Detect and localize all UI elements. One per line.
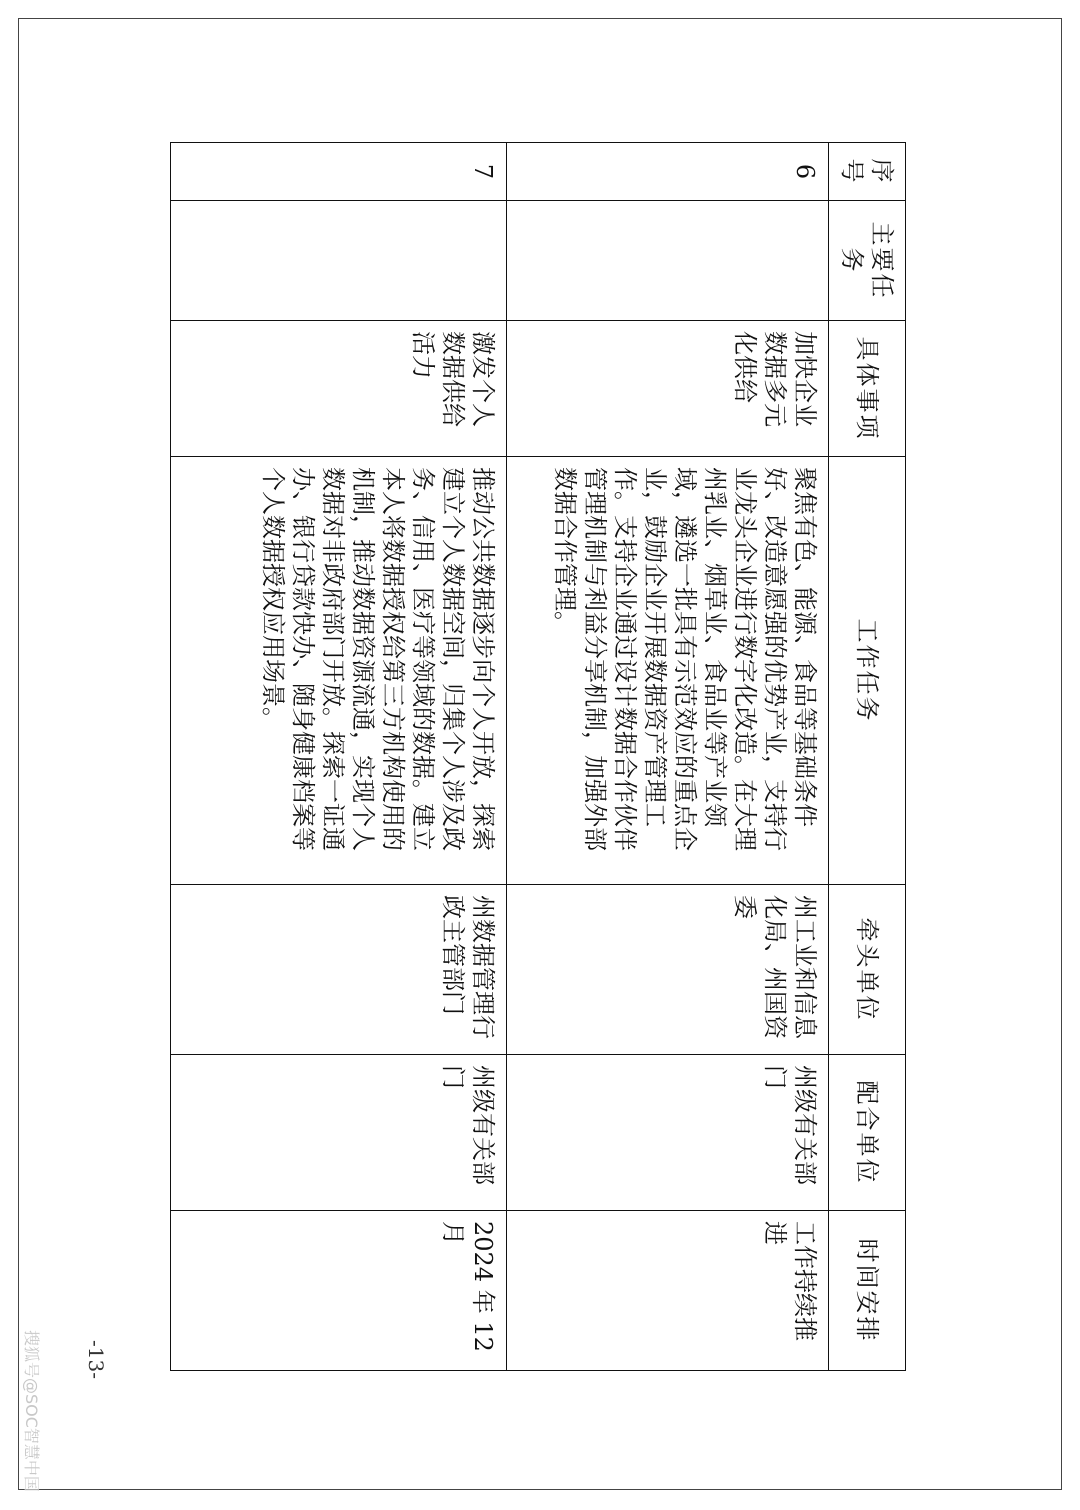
- header-no: 序号: [829, 143, 906, 201]
- row-cooperate: 州级有关部门: [507, 1055, 829, 1211]
- row-task: 聚焦有色、能源、食品等基础条件好、改造意愿强的优势产业，支持行业龙头企业进行数字化改造。在大理州乳业、烟草业、食品业等产业领域，遴选一批具有示范效应的重点企业，鼓励企业开展数据资产管理工作。支持企业通过设计数据合作伙伴管理机制与利益分享机制，加强外部数据合作管理。: [507, 457, 829, 885]
- task-table: [170, 142, 906, 1371]
- row-item: 加快企业数据多元化供给: [507, 321, 829, 457]
- header-main-task: 主要任务: [829, 201, 906, 321]
- row-item: 激发个人数据供给活力: [171, 321, 507, 457]
- header-task: 工作任务: [829, 457, 906, 885]
- header-cooperate: 配合单位: [829, 1055, 906, 1211]
- rotated-table-wrapper: [190, 142, 906, 1370]
- row-lead: 州数据管理行政主管部门: [171, 885, 507, 1055]
- row-lead: 州工业和信息化局、州国资委: [507, 885, 829, 1055]
- row-no: 6: [507, 143, 829, 201]
- page-number: -13-: [84, 1340, 108, 1379]
- row-task: 推动公共数据逐步向个人开放，探索建立个人数据空间，归集个人涉及政务、信用、医疗等领域的数据。建立本人将数据授权给第三方机构使用的机制，推动数据资源流通，实现个人数据对非政府部门开放。探索一证通办、银行贷款快办、随身健康档案等个人数据授权应用场景。: [171, 457, 507, 885]
- header-lead: 牵头单位: [829, 885, 906, 1055]
- table-header-row: [829, 143, 906, 1371]
- row-main-task: [171, 201, 507, 321]
- header-time: 时间安排: [829, 1211, 906, 1371]
- row-time: 工作持续推进: [507, 1211, 829, 1371]
- table-row: [171, 143, 507, 1371]
- table-row: [507, 143, 829, 1371]
- row-cooperate: 州级有关部门: [171, 1055, 507, 1211]
- watermark: 搜狐号@SOC智慧中国: [22, 1330, 41, 1492]
- row-no: 7: [171, 143, 507, 201]
- row-main-task: [507, 201, 829, 321]
- row-time: 2024 年 12 月: [171, 1211, 507, 1371]
- header-item: 具体事项: [829, 321, 906, 457]
